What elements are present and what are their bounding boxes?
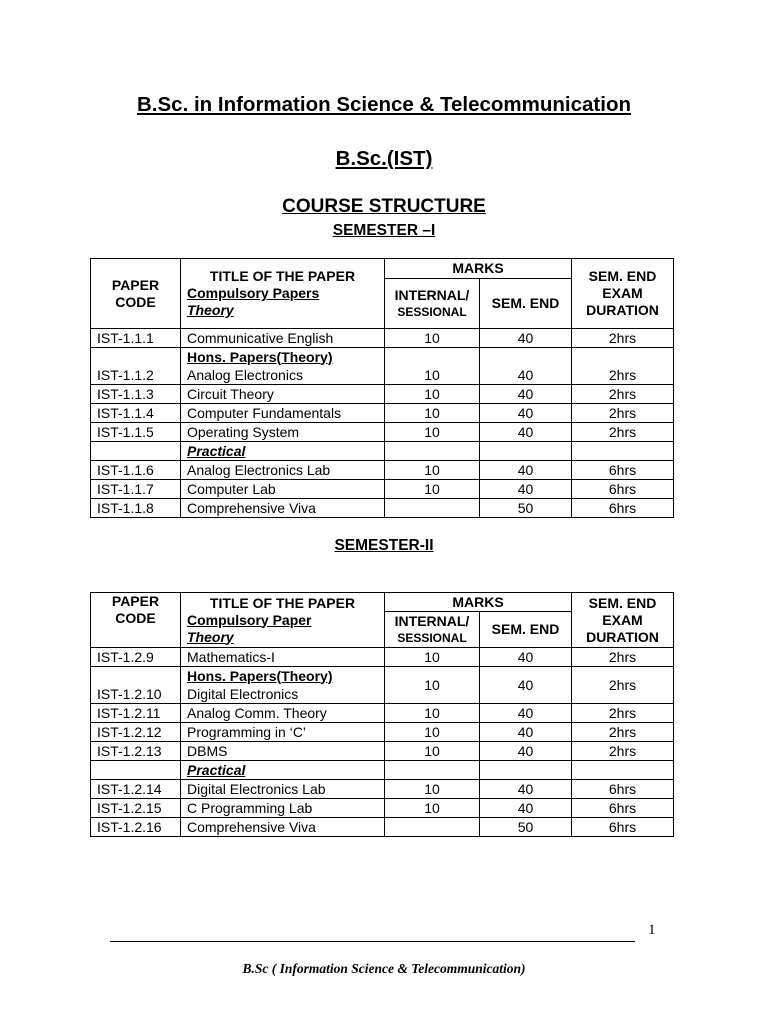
table-row: IST-1.2.9 Mathematics-I 10 40 2hrs <box>91 648 674 667</box>
semester-1-table <box>90 258 674 518</box>
document-title: B.Sc. in Information Science & Telecommunication <box>137 93 631 116</box>
page-number: 1 <box>648 922 656 938</box>
document-subtitle: B.Sc.(IST) <box>335 147 433 170</box>
table-subheading-row: Hons. Papers(Theory) 10 40 2hrs <box>91 667 674 686</box>
semester-2-title: SEMESTER-II <box>334 537 434 554</box>
section-title: COURSE STRUCTURE <box>282 196 486 217</box>
table-subheading-row: Practical <box>91 761 674 780</box>
footer-divider <box>110 941 635 942</box>
header-sem-end: SEM. END <box>480 279 572 329</box>
header-paper-code: PAPER CODE <box>91 593 181 648</box>
table-subheading-row: Practical <box>91 442 674 461</box>
table-row: IST-1.1.5 Operating System 10 40 2hrs <box>91 423 674 442</box>
table-row: IST-1.2.11 Analog Comm. Theory 10 40 2hrs <box>91 704 674 723</box>
header-internal: INTERNAL/ SESSIONAL <box>385 279 480 329</box>
table-row: IST-1.2.16 Comprehensive Viva 50 6hrs <box>91 818 674 837</box>
table-row: IST-1.1.1 Communicative English 10 40 2hrs <box>91 329 674 348</box>
header-paper-title: TITLE OF THE PAPER Compulsory Papers Theory <box>181 259 385 329</box>
table-subheading-row: Hons. Papers(Theory) <box>91 348 674 367</box>
header-duration: SEM. END EXAM DURATION <box>572 593 674 648</box>
table-row: IST-1.2.15 C Programming Lab 10 40 6hrs <box>91 799 674 818</box>
table-row: IST-1.1.2 Analog Electronics 10 40 2hrs <box>91 366 674 385</box>
header-duration: SEM. END EXAM DURATION <box>572 259 674 329</box>
table-row: IST-1.1.4 Computer Fundamentals 10 40 2hrs <box>91 404 674 423</box>
header-paper-code: PAPER CODE <box>91 259 181 329</box>
footer-text: B.Sc ( Information Science & Telecommunication) <box>242 961 526 976</box>
header-marks: MARKS <box>385 259 572 279</box>
header-internal: INTERNAL/ SESSIONAL <box>385 612 480 648</box>
header-marks: MARKS <box>385 593 572 612</box>
table-row: IST-1.2.13 DBMS 10 40 2hrs <box>91 742 674 761</box>
table-row: IST-1.2.12 Programming in ‘C’ 10 40 2hrs <box>91 723 674 742</box>
semester-1-title: SEMESTER –I <box>332 222 436 239</box>
header-paper-title: TITLE OF THE PAPER Compulsory Paper Theory <box>181 593 385 648</box>
table-row: IST-1.1.6 Analog Electronics Lab 10 40 6hrs <box>91 461 674 480</box>
header-sem-end: SEM. END <box>480 612 572 648</box>
table-row: IST-1.1.8 Comprehensive Viva 50 6hrs <box>91 499 674 518</box>
table-row: IST-1.2.10 Digital Electronics <box>91 685 674 704</box>
table-row: IST-1.2.14 Digital Electronics Lab 10 40 6hrs <box>91 780 674 799</box>
table-row: IST-1.1.7 Computer Lab 10 40 6hrs <box>91 480 674 499</box>
table-row: IST-1.1.3 Circuit Theory 10 40 2hrs <box>91 385 674 404</box>
semester-2-table <box>90 592 674 837</box>
